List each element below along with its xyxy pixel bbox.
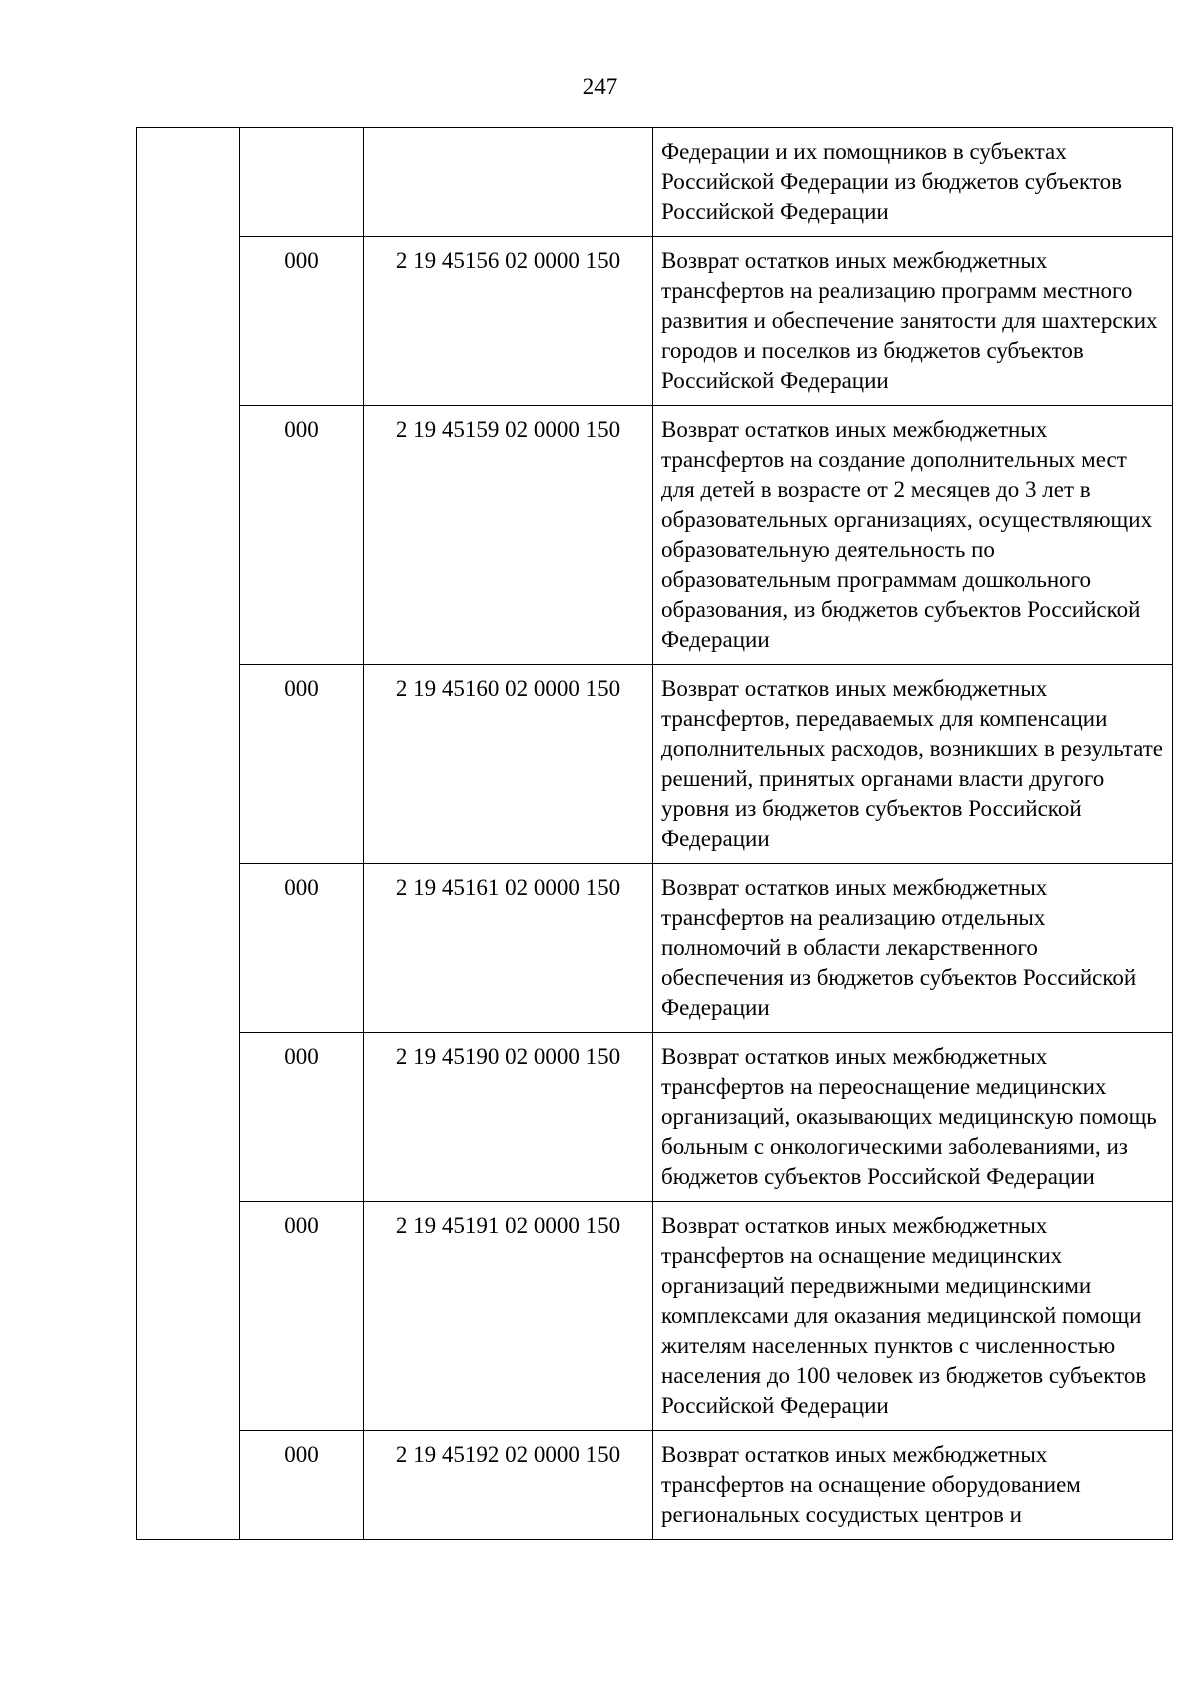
kbk-code-cell: 2 19 45156 02 0000 150 [364, 237, 653, 406]
admin-code-cell: 000 [240, 406, 364, 665]
table-row [137, 128, 1173, 237]
description-cell: Возврат остатков иных межбюджетных трансфертов на создание дополнительных мест для детей в возрасте от 2 месяцев до 3 лет в образовательных организациях, осуществляющих образовательную деятельность по образовательным программам дошкольного образования, из бюджетов субъектов Российской Федерации [653, 406, 1173, 665]
empty-cell [137, 1431, 240, 1540]
empty-cell [137, 864, 240, 1033]
table-row [137, 237, 1173, 406]
description-cell: Возврат остатков иных межбюджетных трансфертов на оснащение оборудованием региональных сосудистых центров и [653, 1431, 1173, 1540]
description-cell: Возврат остатков иных межбюджетных трансфертов на реализацию программ местного развития и обеспечение занятости для шахтерских городов и поселков из бюджетов субъектов Российской Федерации [653, 237, 1173, 406]
kbk-code-cell: 2 19 45159 02 0000 150 [364, 406, 653, 665]
description-cell: Возврат остатков иных межбюджетных трансфертов на оснащение медицинских организаций передвижными медицинскими комплексами для оказания медицинской помощи жителям населенных пунктов с численностью населения до 100 человек из бюджетов субъектов Российской Федерации [653, 1202, 1173, 1431]
kbk-code-cell: 2 19 45160 02 0000 150 [364, 665, 653, 864]
description-cell: Возврат остатков иных межбюджетных трансфертов, передаваемых для компенсации дополнительных расходов, возникших в результате решений, принятых органами власти другого уровня из бюджетов субъектов Российской Федерации [653, 665, 1173, 864]
description-cell: Федерации и их помощников в субъектах Российской Федерации из бюджетов субъектов Российской Федерации [653, 128, 1173, 237]
table-row [137, 864, 1173, 1033]
kbk-code-cell: 2 19 45190 02 0000 150 [364, 1033, 653, 1202]
empty-cell [137, 665, 240, 864]
table-row [137, 1431, 1173, 1540]
admin-code-cell: 000 [240, 1202, 364, 1431]
empty-cell [137, 1033, 240, 1202]
admin-code-cell: 000 [240, 1431, 364, 1540]
admin-code-cell: 000 [240, 1033, 364, 1202]
description-cell: Возврат остатков иных межбюджетных трансфертов на реализацию отдельных полномочий в области лекарственного обеспечения из бюджетов субъектов Российской Федерации [653, 864, 1173, 1033]
kbk-code-cell: 2 19 45192 02 0000 150 [364, 1431, 653, 1540]
table-row [137, 1202, 1173, 1431]
budget-code-table [136, 127, 1173, 1540]
empty-cell [137, 406, 240, 665]
empty-cell [137, 237, 240, 406]
table-row [137, 406, 1173, 665]
admin-code-cell: 000 [240, 864, 364, 1033]
admin-code-cell [240, 128, 364, 237]
empty-cell [137, 1202, 240, 1431]
empty-cell [137, 128, 240, 237]
kbk-code-cell: 2 19 45161 02 0000 150 [364, 864, 653, 1033]
table-row [137, 665, 1173, 864]
kbk-code-cell [364, 128, 653, 237]
admin-code-cell: 000 [240, 237, 364, 406]
table-row [137, 1033, 1173, 1202]
admin-code-cell: 000 [240, 665, 364, 864]
page-number: 247 [582, 74, 618, 99]
description-cell: Возврат остатков иных межбюджетных трансфертов на переоснащение медицинских организаций, оказывающих медицинскую помощь больным с онкологическими заболеваниями, из бюджетов субъектов Российской Федерации [653, 1033, 1173, 1202]
kbk-code-cell: 2 19 45191 02 0000 150 [364, 1202, 653, 1431]
